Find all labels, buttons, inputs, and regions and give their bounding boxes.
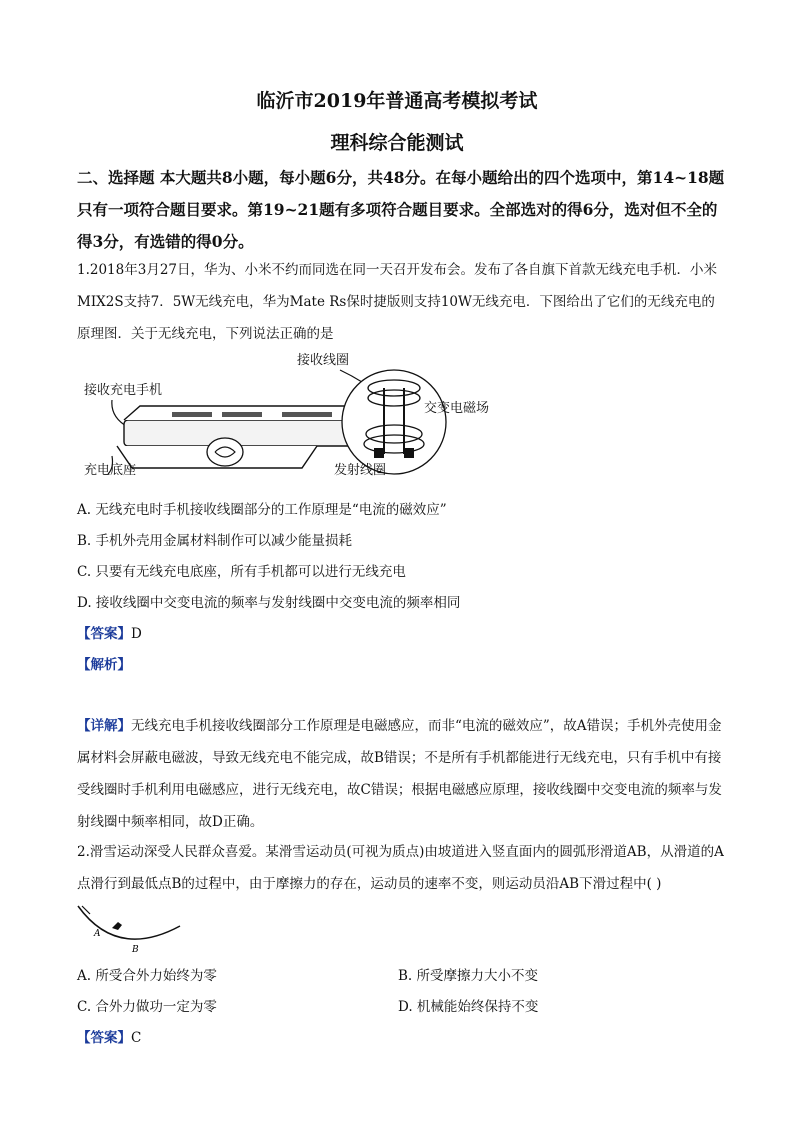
terminal-right xyxy=(404,448,414,458)
wireless-charging-figure xyxy=(72,350,492,480)
skier-icon xyxy=(112,922,122,930)
label-alternating-field: 交变电磁场 xyxy=(424,401,490,416)
phone-print-2 xyxy=(222,412,262,417)
detail-text: 无线充电手机接收线圈部分工作原理是电磁感应，而非“电流的磁效应”，故A错误；手机外壳使用金属材料会屏蔽电磁波，导致无线充电不能完成，故B错误；不是所有手机都能进行无线充电，只有手机中有接受线圈时手机利用电磁感应，进行无线充电，故C错误；根据电磁感应原理，接收线圈中交变电流的频率与发射线圈中频率相同，故D正确。 xyxy=(77,718,722,830)
phone-body xyxy=(124,420,354,446)
label-receiving-coil: 接收线圈 xyxy=(297,353,350,368)
detail-tag: 【详解】 xyxy=(77,718,131,734)
base-coil xyxy=(207,438,243,466)
q2-option-a: A. 所受合外力始终为零 xyxy=(77,968,217,984)
q1-analysis-tag xyxy=(77,655,131,675)
q1-option-a: A. 无线充电时手机接收线圈部分的工作原理是“电流的磁效应” xyxy=(77,502,447,518)
ski-arc-figure xyxy=(72,900,192,960)
label-receiving-phone: 接收充电手机 xyxy=(84,383,163,398)
answer-value: C xyxy=(131,1030,142,1046)
q2-answer xyxy=(77,1028,141,1048)
label-emitting-coil: 发射线圈 xyxy=(334,463,387,478)
answer-tag: 【答案】 xyxy=(77,626,131,642)
q1-answer xyxy=(77,624,142,644)
section-heading: 二、选择题 本大题共8小题，每小题6分，共48分。在每小题给出的四个选项中，第14~18题只有一项符合题目要求。第19~21题有多项符合题目要求。全部选对的得6分，选对但不全的得3分，有选错的得0分。 xyxy=(77,168,725,251)
magnified-circle xyxy=(342,370,446,474)
label-point-b: B xyxy=(132,945,139,955)
label-charging-base: 充电底座 xyxy=(84,463,137,478)
q2-option-b: B. 所受摩擦力大小不变 xyxy=(398,968,539,984)
q2-option-c: C. 合外力做功一定为零 xyxy=(77,999,217,1015)
q1-detail xyxy=(77,710,727,838)
label-point-a: A xyxy=(94,929,101,939)
q2-option-d: D. 机械能始终保持不变 xyxy=(398,999,539,1015)
analysis-tag: 【解析】 xyxy=(77,657,131,673)
phone-print-1 xyxy=(172,412,212,417)
q1-option-b: B. 手机外壳用金属材料制作可以减少能量损耗 xyxy=(77,533,353,549)
terminal-left xyxy=(374,448,384,458)
q1-option-d: D. 接收线圈中交变电流的频率与发射线圈中交变电流的频率相同 xyxy=(77,595,461,611)
question-2-stem: 2.滑雪运动深受人民群众喜爱。某滑雪运动员(可视为质点)由坡道进入竖直面内的圆弧形滑道AB，从滑道的A点滑行到最低点B的过程中，由于摩擦力的存在，运动员的速率不变，则运动员沿AB下滑过程中( ) xyxy=(77,844,724,892)
q1-option-c: C. 只要有无线充电底座，所有手机都可以进行无线充电 xyxy=(77,564,406,580)
answer-tag: 【答案】 xyxy=(77,1030,131,1046)
answer-value: D xyxy=(131,626,142,642)
question-1-stem: 1.2018年3月27日，华为、小米不约而同选在同一天召开发布会。发布了各自旗下首款无线充电手机．小米MIX2S支持7．5W无线充电，华为Mate Rs保时捷版则支持10W无线充电．下图给出了它们的无线充电的原理图．关于无线充电，下列说法正确的是 xyxy=(77,262,718,342)
page-title: 临沂市2019年普通高考模拟考试 xyxy=(256,90,538,112)
phone-print-3 xyxy=(282,412,332,417)
page-subtitle: 理科综合能测试 xyxy=(330,132,464,154)
